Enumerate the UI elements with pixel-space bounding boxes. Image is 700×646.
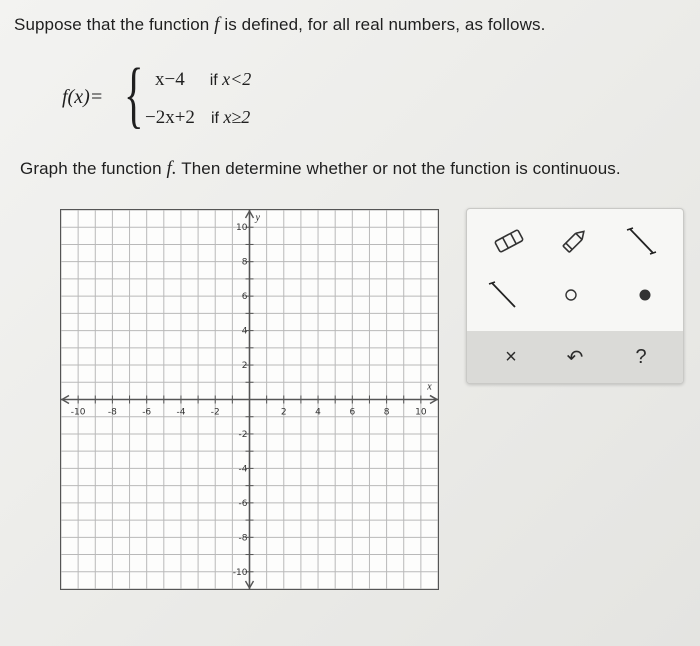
pencil-tool[interactable]	[551, 221, 599, 261]
open-point-tool[interactable]	[547, 275, 595, 315]
y-tick-label: -2	[238, 429, 248, 440]
close-icon: ×	[505, 345, 517, 368]
piece-2	[145, 107, 250, 129]
question-instruction	[20, 158, 621, 180]
undo-icon: ↶	[566, 346, 584, 369]
piece-1-condition	[209, 69, 252, 89]
instruction-text-end: Then determine whether or not the function is continuous.	[176, 159, 621, 178]
y-tick-label: 8	[241, 257, 248, 268]
y-tick-label: -4	[238, 464, 248, 475]
function-name: f	[214, 14, 220, 35]
piece-2-domain: x≥2	[223, 107, 251, 127]
instruction-function-name: f.	[166, 158, 177, 179]
y-tick-label: 2	[241, 361, 248, 372]
ray-tool[interactable]	[479, 275, 527, 315]
piece-2-expression: −2x+2	[145, 107, 195, 128]
closed-point-tool[interactable]	[621, 275, 669, 315]
x-axis-label: x	[427, 381, 432, 393]
x-tick-label: 10	[415, 407, 427, 418]
intro-text-end: is defined, for all real numbers, as follows.	[224, 15, 546, 34]
ray-icon	[486, 278, 520, 312]
x-tick-label: 6	[349, 407, 356, 418]
intro-text: Suppose that the function	[14, 15, 215, 34]
x-tick-label: -4	[176, 407, 186, 418]
x-tick-label: -10	[70, 407, 86, 418]
open-point-icon	[561, 285, 581, 305]
x-tick-label: -2	[210, 407, 220, 418]
piecewise-definition	[62, 54, 322, 140]
clear-button[interactable]	[487, 337, 535, 377]
help-icon: ?	[635, 345, 647, 368]
piece-1	[155, 69, 251, 91]
piece-2-if: if	[210, 110, 219, 127]
instruction-text: Graph the function	[20, 159, 167, 178]
y-tick-label: 10	[236, 223, 248, 234]
toolbox-actions	[467, 331, 683, 383]
x-tick-label: -6	[142, 407, 152, 418]
x-tick-label: 4	[315, 407, 321, 418]
y-tick-label: 4	[241, 326, 248, 337]
undo-button[interactable]	[551, 337, 599, 377]
graph-canvas[interactable]	[60, 209, 439, 590]
graph-toolbox	[466, 208, 684, 384]
x-tick-label: 2	[280, 407, 287, 418]
function-label: f(x)=	[62, 86, 104, 108]
segment-tool[interactable]	[617, 221, 665, 261]
question-intro	[14, 14, 545, 36]
segment-icon	[624, 224, 658, 258]
y-tick-label: 6	[241, 292, 248, 303]
left-brace: {	[124, 54, 144, 136]
help-button[interactable]	[617, 337, 665, 377]
y-axis-label: y	[255, 212, 260, 224]
y-tick-label: -10	[232, 567, 248, 578]
coordinate-grid[interactable]	[61, 210, 438, 589]
eraser-tool[interactable]	[485, 221, 533, 261]
piece-1-if: if	[209, 72, 218, 89]
piece-2-condition	[210, 107, 251, 127]
x-tick-label: -8	[107, 407, 117, 418]
x-tick-label: 8	[383, 407, 390, 418]
piece-1-domain: x<2	[222, 69, 252, 89]
piece-1-expression: x−4	[155, 69, 185, 90]
y-tick-label: -8	[238, 533, 248, 544]
closed-point-icon	[635, 285, 655, 305]
eraser-icon	[492, 228, 526, 254]
y-tick-label: -6	[238, 498, 248, 509]
pencil-icon	[560, 226, 590, 256]
